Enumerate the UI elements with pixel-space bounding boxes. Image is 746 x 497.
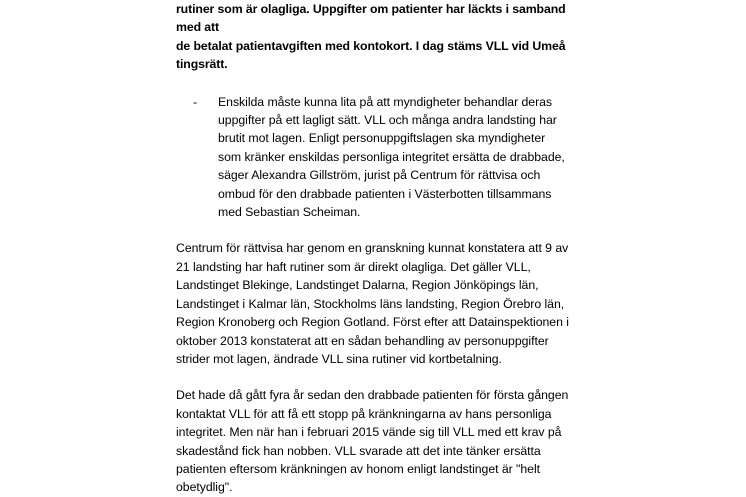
lead-line-1: rutiner som är olagliga. Uppgifter om patienter har läckts i samband med att xyxy=(176,2,566,35)
lead-paragraph xyxy=(176,0,570,74)
body-paragraph-2: Det hade då gått fyra år sedan den drabbade patienten för första gången kontaktat VLL för att få ett stopp på kränkningarna av hans personliga integritet. Men när han i februari 2015 vände sig till VLL med ett krav på skadestånd fick han nobben. VLL svarade att det inte tänker ersätta patienten eftersom kränkningen av honom enligt landstinget är "helt obetydlig". xyxy=(176,388,569,495)
quote-dash: - xyxy=(193,94,198,109)
quote-block xyxy=(176,93,570,222)
quote-text: Enskilda måste kunna lita på att myndigheter behandlar deras uppgifter på ett lagligt sätt. VLL och många andra landsting har brutit mot lagen. Enligt personuppgiftslagen ska myndigheter som kränker enskildas personliga integritet ersätta de drabbade, säger Alexandra Gillström, jurist på Centrum för rättvisa och ombud för den drabbade patienten i Västerbotten tillsammans med Sebastian Scheiman. xyxy=(218,94,565,220)
body-paragraph-1: Centrum för rättvisa har genom en granskning kunnat konstatera att 9 av 21 landsting har haft rutiner som är direkt olagliga. Det gäller VLL, Landstinget Blekinge, Landstinget Dalarna, Region Jönköpings län, Landstinget i Kalmar län, Stockholms läns landsting, Region Örebro län, Region Kronoberg och Region Gotland. Först efter att Datainspektionen i oktober 2013 konstaterat att en sådan behandling av personuppgifter strider mot lagen, ändrade VLL sina rutiner vid kortbetalning. xyxy=(176,241,569,366)
lead-line-2: de betalat patientavgiften med kontokort. I dag stäms VLL vid Umeå tingsrätt. xyxy=(176,38,566,72)
